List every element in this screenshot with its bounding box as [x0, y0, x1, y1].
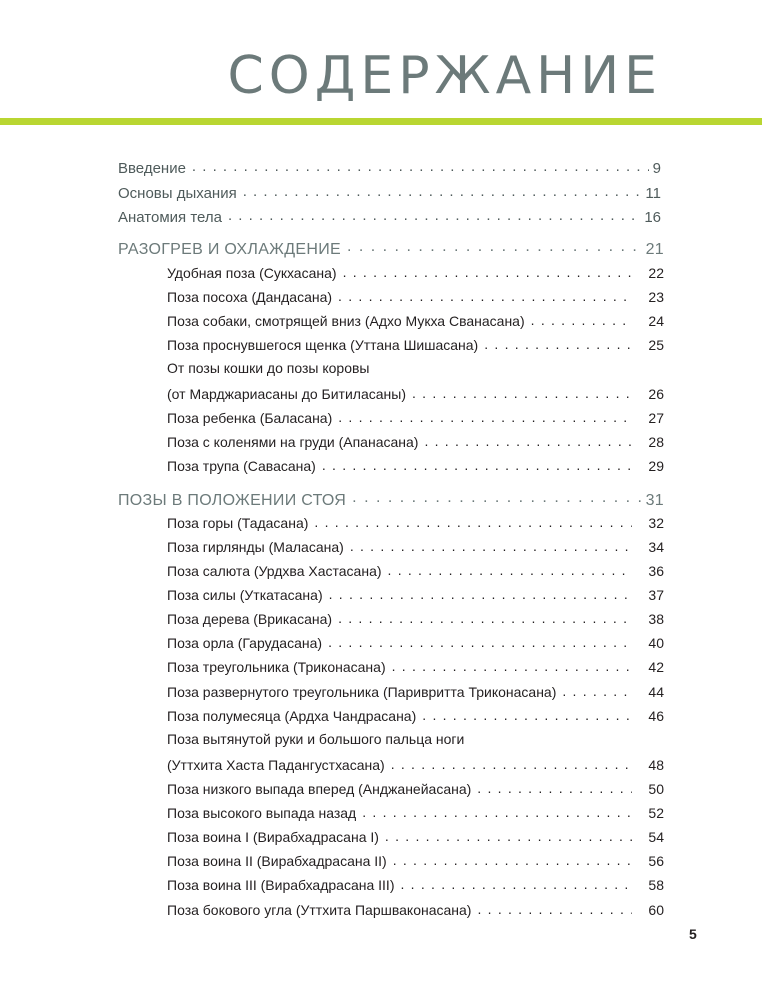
toc-entry[interactable] [167, 901, 664, 918]
toc-entry[interactable] [167, 828, 664, 845]
toc-entry-label: (от Марджариасаны до Битиласаны) [167, 386, 406, 402]
toc-entry[interactable] [167, 288, 664, 305]
dot-leader [412, 385, 632, 399]
toc-entry-label: Поза ребенка (Баласана) [167, 410, 333, 426]
toc-section-page: 21 [645, 241, 664, 258]
toc-entry-label: Поза посоха (Дандасана) [167, 289, 333, 305]
toc-entry-page: 36 [648, 563, 664, 579]
dot-leader [322, 457, 632, 471]
toc-entry-page: 25 [648, 337, 664, 353]
toc-entry-page: 23 [648, 289, 664, 305]
toc-entry-label: Поза салюта (Урдхва Хастасана) [167, 563, 382, 579]
toc-entry[interactable] [167, 336, 664, 353]
toc-entry-page: 34 [648, 539, 664, 555]
toc-entry[interactable] [167, 780, 664, 797]
dot-leader [343, 264, 632, 278]
toc-entry-anatomy[interactable] [118, 207, 661, 226]
toc-entry-page: 11 [645, 185, 661, 202]
toc-entry-label: Поза собаки, смотрящей вниз (Адхо Мукха Сванасана) [167, 313, 525, 329]
toc-entry-label: Поза воина II (Вирабхадрасана II) [167, 853, 387, 869]
dot-leader [228, 207, 640, 222]
dot-leader [422, 707, 632, 721]
toc-entry-page: 48 [648, 757, 664, 773]
toc-entry-label: Поза орла (Гарудасана) [167, 635, 323, 651]
toc-entry[interactable] [167, 756, 664, 773]
toc-section-title: ПОЗЫ В ПОЛОЖЕНИИ СТОЯ [118, 492, 347, 509]
toc-entry-first-line[interactable]: От позы кошки до позы коровы [167, 360, 370, 376]
toc-entry-label: Поза с коленями на груди (Апанасана) [167, 434, 419, 450]
toc-entry-label: Поза проснувшегося щенка (Уттана Шишасана) [167, 337, 479, 353]
page-number: 5 [689, 926, 697, 942]
toc-entry[interactable] [167, 658, 664, 675]
toc-section-page: 31 [645, 492, 664, 509]
dot-leader [477, 901, 632, 915]
toc-section-standing[interactable] [118, 489, 664, 510]
toc-entry-page: 40 [648, 635, 664, 651]
dot-leader [424, 433, 632, 447]
accent-divider [0, 118, 762, 125]
dot-leader [338, 409, 632, 423]
toc-entry-label: Поза дерева (Врикасана) [167, 611, 333, 627]
dot-leader [484, 336, 632, 350]
dot-leader [391, 756, 632, 770]
toc-entry[interactable] [167, 264, 664, 281]
toc-entry-page: 28 [648, 434, 664, 450]
toc-entry-label: Анатомия тела [118, 209, 222, 226]
toc-entry-first-line[interactable]: Поза вытянутой руки и большого пальца ноги [167, 731, 465, 747]
dot-leader [362, 804, 632, 818]
dot-leader [352, 489, 641, 505]
dot-leader [328, 634, 632, 648]
toc-entry-page: 60 [648, 902, 664, 918]
toc-entry-introduction[interactable] [118, 158, 661, 177]
toc-entry-page: 27 [648, 410, 664, 426]
dot-leader [347, 238, 642, 254]
toc-entry[interactable] [167, 852, 664, 869]
dot-leader [477, 780, 632, 794]
toc-entry-label: Поза развернутого треугольника (Паривритта Триконасана) [167, 684, 557, 700]
dot-leader [385, 828, 632, 842]
dot-leader [243, 183, 642, 198]
toc-entry-page: 56 [648, 853, 664, 869]
toc-entry-page: 54 [648, 829, 664, 845]
toc-entry-label: Поза треугольника (Триконасана) [167, 659, 386, 675]
toc-entry[interactable] [167, 514, 664, 531]
toc-entry-page: 24 [648, 313, 664, 329]
dot-leader [329, 586, 632, 600]
toc-entry-label: Поза полумесяца (Ардха Чандрасана) [167, 708, 417, 724]
toc-entry[interactable] [167, 804, 664, 821]
toc-entry[interactable] [167, 876, 664, 893]
toc-entry-page: 42 [648, 659, 664, 675]
toc-entry-label: Поза бокового угла (Уттхита Паршваконасана) [167, 902, 472, 918]
toc-entry[interactable] [167, 683, 664, 700]
dot-leader [393, 852, 632, 866]
toc-entry-label: Поза высокого выпада назад [167, 805, 357, 821]
toc-entry[interactable] [167, 385, 664, 402]
dot-leader [338, 610, 632, 624]
toc-entry-label: Поза воина I (Вирабхадрасана I) [167, 829, 379, 845]
toc-entry-page: 37 [648, 587, 664, 603]
toc-entry-label: Удобная поза (Сукхасана) [167, 265, 337, 281]
toc-entry[interactable] [167, 538, 664, 555]
toc-entry-label: (Уттхита Хаста Падангустхасана) [167, 757, 385, 773]
dot-leader [338, 288, 632, 302]
toc-entry-label: Поза низкого выпада вперед (Анджанейасана) [167, 781, 472, 797]
dot-leader [350, 538, 632, 552]
toc-entry-page: 46 [648, 708, 664, 724]
toc-entry-label: Поза горы (Тадасана) [167, 515, 309, 531]
toc-entry-label: Поза воина III (Вирабхадрасана III) [167, 877, 395, 893]
toc-entry[interactable] [167, 634, 664, 651]
toc-entry-label: Поза гирлянды (Маласана) [167, 539, 344, 555]
toc-entry-page: 38 [648, 611, 664, 627]
toc-entry[interactable] [167, 433, 664, 450]
toc-section-warmup[interactable] [118, 238, 664, 259]
toc-entry-page: 44 [648, 684, 664, 700]
toc-entry[interactable] [167, 610, 664, 627]
toc-entry-page: 52 [648, 805, 664, 821]
dot-leader [388, 562, 632, 576]
toc-entry[interactable] [167, 312, 664, 329]
toc-entry-label: Основы дыхания [118, 185, 237, 202]
dot-leader [562, 683, 632, 697]
toc-entry-page: 32 [648, 515, 664, 531]
toc-entry[interactable] [167, 707, 664, 724]
dot-leader [314, 514, 632, 528]
toc-entry-label: Поза силы (Уткатасана) [167, 587, 323, 603]
toc-entry-page: 58 [648, 877, 664, 893]
toc-entry-page: 16 [644, 209, 661, 226]
toc-entry-label: Поза трупа (Савасана) [167, 458, 316, 474]
page-title: СОДЕРЖАНИЕ [227, 46, 662, 106]
toc-entry-page: 22 [648, 265, 664, 281]
toc-entry[interactable] [167, 409, 664, 426]
dot-leader [392, 658, 632, 672]
toc-entry[interactable] [167, 586, 664, 603]
dot-leader [531, 312, 632, 326]
toc-entry-page: 26 [648, 386, 664, 402]
toc-entry-page: 9 [652, 160, 661, 177]
toc-entry-page: 29 [648, 458, 664, 474]
toc-entry-breathing[interactable] [118, 183, 661, 202]
dot-leader [400, 876, 632, 890]
toc-entry-label: Введение [118, 160, 186, 177]
toc-entry[interactable] [167, 457, 664, 474]
toc-section-title: РАЗОГРЕВ И ОХЛАЖДЕНИЕ [118, 241, 341, 258]
toc-entry-page: 50 [648, 781, 664, 797]
toc-entry[interactable] [167, 562, 664, 579]
dot-leader [192, 158, 649, 173]
